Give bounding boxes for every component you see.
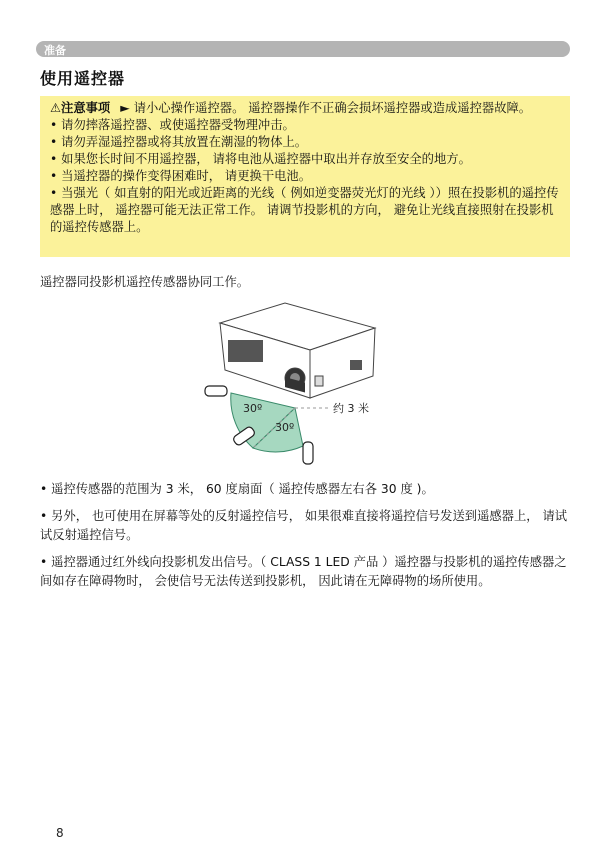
arrow-icon: ► [120,101,130,115]
remote-range-diagram [195,298,415,468]
caution-lead [50,100,562,117]
remote-range-figure [195,298,415,468]
page-title: 使用遥控器 [40,69,126,88]
angle-label-left: 30º [243,402,263,415]
section-header-bar [36,41,570,57]
caution-item: • 当强光（ 如直射的阳光或近距离的光线（ 例如逆变器荧光灯的光线 ））照在投影机的遥控传感器上时， 遥控器可能无法正常工作。 请调节投影机的方向， 避免让光线直接照射在投影机的遥控传感器上。 [50,186,559,234]
projector-side-vent [350,360,362,370]
caution-label: ⚠注意事项 [50,101,111,115]
intro-text: 遥控器同投影机遥控传感器协同工作。 [40,275,250,289]
note-paragraph: • 遥控传感器的范围为 3 米， 60 度扇面（ 遥控传感器左右各 30 度 )。 [40,482,434,496]
caution-box [40,96,570,257]
notes-section [40,480,570,599]
remote-sensor [315,376,323,386]
caution-lead-text: 请小心操作遥控器。 遥控器操作不正确会损坏遥控器或造成遥控器故障。 [133,101,532,115]
page-number: 8 [56,826,64,840]
distance-label: 约 3 米 [333,402,369,415]
caution-item: • 如果您长时间不用遥控器， 请将电池从遥控器中取出并存放至安全的地方。 [50,152,471,166]
remote-control-left [205,386,227,396]
caution-item: • 当遥控器的操作变得困难时， 请更换干电池。 [50,169,312,183]
note-paragraph: • 另外， 也可使用在屏幕等处的反射遥控信号， 如果很难直接将遥控信号发送到遥感器上， 请试试反射遥控信号。 [40,509,568,542]
remote-control-right [303,442,313,464]
caution-item: • 请勿摔落遥控器、或使遥控器受物理冲击。 [50,118,295,132]
section-label: 准备 [44,44,66,57]
note-paragraph: • 遥控器通过红外线向投影机发出信号。（ CLASS 1 LED 产品 ）遥控器与投影机的遥控传感器之间如存在障碍物时， 会使信号无法传送到投影机， 因此请在无障碍物的场所使用。 [40,555,567,588]
angle-label-right: 30º [275,421,295,434]
projector-illustration [220,303,375,398]
caution-item: • 请勿弄湿遥控器或将其放置在潮湿的物体上。 [50,135,308,149]
projector-vent [228,340,263,362]
